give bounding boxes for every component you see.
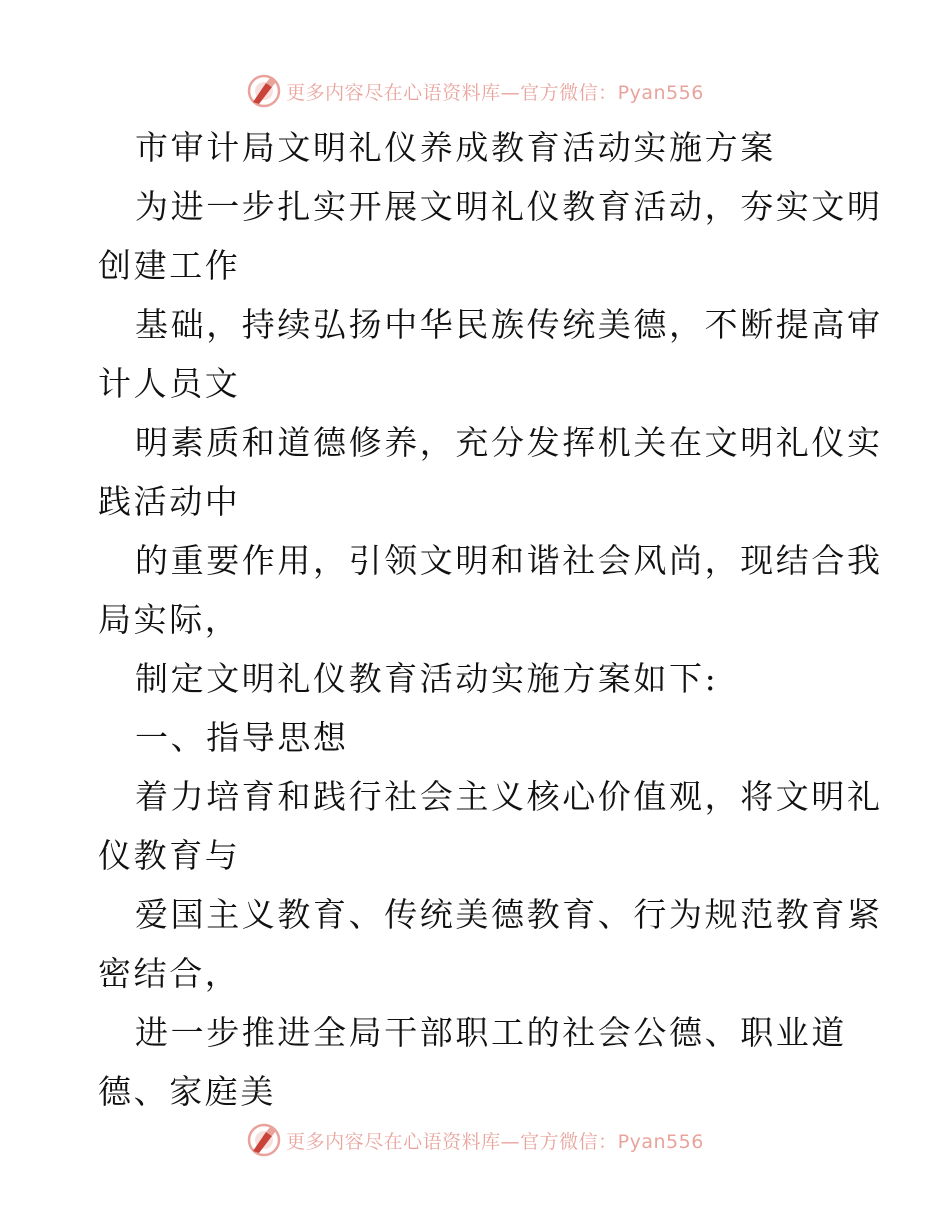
paragraph-line: 密结合， — [98, 954, 241, 993]
paragraph-line: 着力培育和践行社会主义核心价值观，将文明礼 — [135, 777, 883, 816]
pen-nib-seal-icon — [246, 73, 282, 109]
paragraph-line: 明素质和道德修养，充分发挥机关在文明礼仪实 — [135, 423, 883, 462]
paragraph-line: 基础，持续弘扬中华民族传统美德，不断提高审 — [135, 305, 883, 344]
paragraph-line: 爱国主义教育、传统美德教育、行为规范教育紧 — [135, 895, 883, 934]
paragraph-line: 计人员文 — [98, 364, 241, 403]
watermark-banner-top — [0, 71, 950, 111]
paragraph-line: 制定文明礼仪教育活动实施方案如下: — [135, 659, 719, 698]
paragraph-line: 创建工作 — [98, 246, 241, 285]
paragraph-line: 进一步推进全局干部职工的社会公德、职业道 — [135, 1013, 847, 1052]
paragraph-line: 践活动中 — [98, 482, 241, 521]
paragraph-line: 的重要作用，引领文明和谐社会风尚，现结合我 — [135, 541, 883, 580]
document-body — [98, 118, 883, 1121]
paragraph-line: 局实际， — [98, 600, 241, 639]
watermark-banner-bottom — [0, 1120, 950, 1160]
pen-nib-seal-icon — [246, 1122, 282, 1158]
paragraph-line: 仪教育与 — [98, 836, 241, 875]
document-title: 市审计局文明礼仪养成教育活动实施方案 — [135, 128, 776, 167]
paragraph-line: 为进一步扎实开展文明礼仪教育活动，夯实文明 — [135, 187, 883, 226]
section-heading: 一、指导思想 — [135, 718, 349, 757]
watermark-text: 更多内容尽在心语资料库—官方微信：Pyan556 — [286, 1130, 704, 1153]
watermark-text: 更多内容尽在心语资料库—官方微信：Pyan556 — [286, 81, 704, 104]
paragraph-line: 德、家庭美 — [98, 1072, 276, 1111]
